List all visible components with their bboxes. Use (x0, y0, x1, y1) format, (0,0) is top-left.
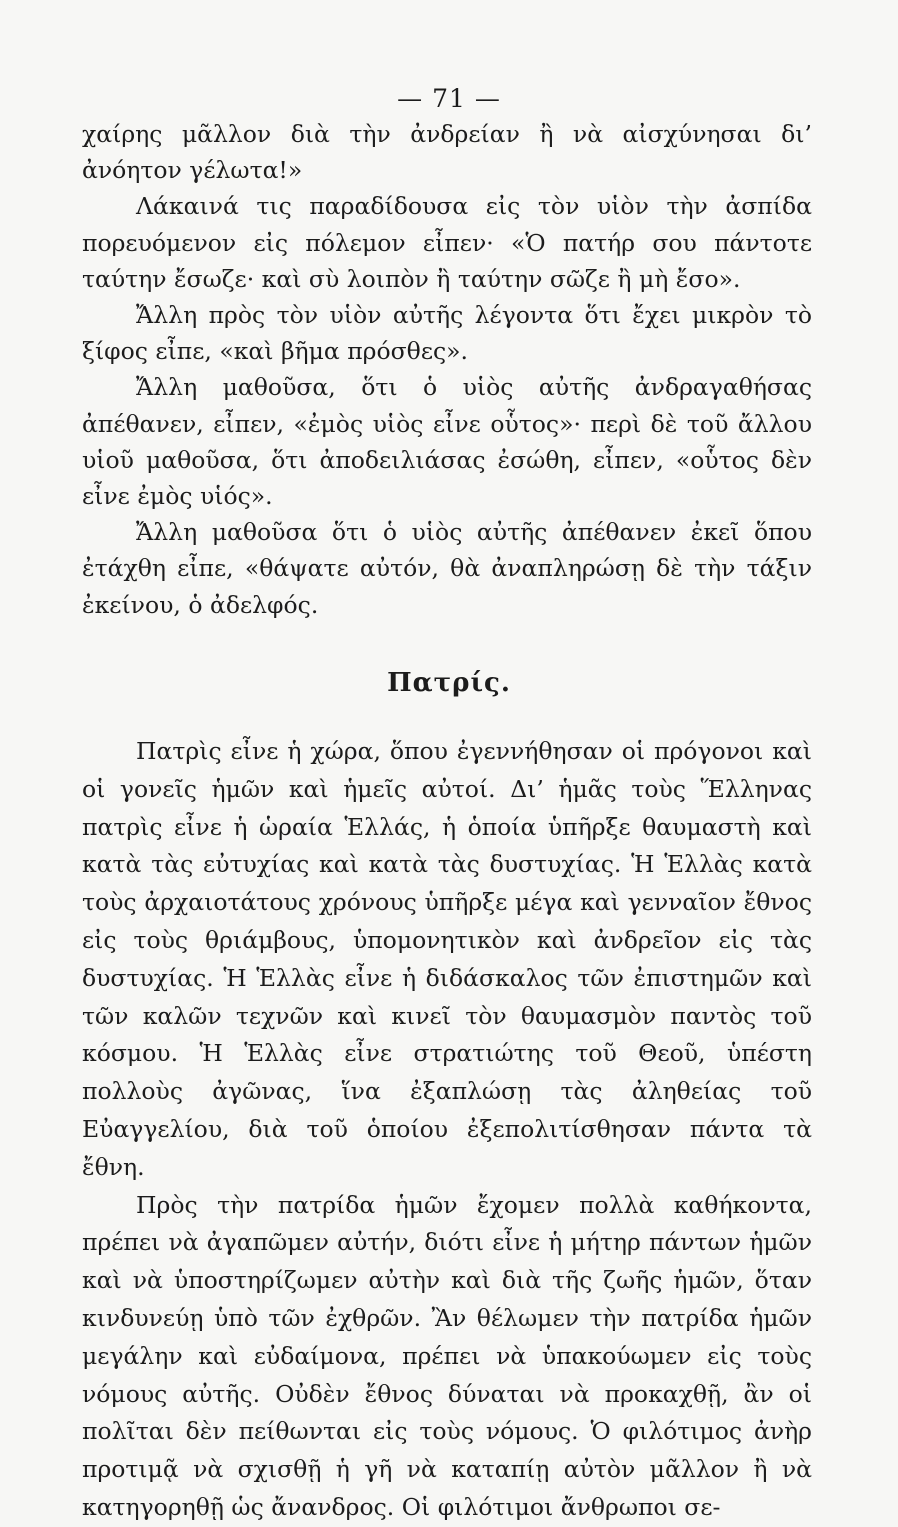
patris-section (82, 733, 812, 1527)
paragraph-continuation: χαίρης μᾶλλον διὰ τὴν ἀνδρείαν ἢ νὰ αἰσχύνησαι δι’ ἀνόητον γέλωτα!» (82, 120, 812, 185)
paragraph-patris-duties: Πρὸς τὴν πατρίδα ἡμῶν ἔχομεν πολλὰ καθήκοντα, πρέπει νὰ ἀγαπῶμεν αὐτήν, διότι εἶνε ἡ μήτηρ πάντων ἡμῶν καὶ νὰ ὑποστηρίζωμεν αὐτὴν καὶ διὰ τῆς ζωῆς ἡμῶν, ὅταν κινδυνεύῃ ὑπὸ τῶν ἐχθρῶν. Ἂν θέλωμεν τὴν πατρίδα ἡμῶν μεγάλην καὶ εὐδαίμονα, πρέπει νὰ ὑπακούωμεν εἰς τοὺς νόμους αὐτῆς. Οὐδὲν ἔθνος δύναται νὰ προκαχθῇ, ἂν οἱ πολῖται δὲν πείθωνται εἰς τοὺς νόμους. Ὁ φιλότιμος ἀνὴρ προτιμᾷ νὰ σχισθῇ ἡ γῆ νὰ καταπίῃ αὐτὸν μᾶλλον ἢ νὰ κατηγορηθῇ ὡς ἄνανδρος. Οἱ φιλότιμοι ἄνθρωποι σε- (82, 1190, 812, 1521)
spartan-mothers-section (82, 116, 812, 623)
paragraph-patris-definition: Πατρὶς εἶνε ἡ χώρα, ὅπου ἐγεννήθησαν οἱ πρόγονοι καὶ οἱ γονεῖς ἡμῶν καὶ ἡμεῖς αὐτοί. Δι’ ἡμᾶς τοὺς Ἕλληνας πατρὶς εἶνε ἡ ὡραία Ἑλλάς, ἡ ὁποία ὑπῆρξε θαυμαστὴ καὶ κατὰ τὰς εὐτυχίας καὶ κατὰ τὰς δυστυχίας. Ἡ Ἑλλὰς κατὰ τοὺς ἀρχαιοτάτους χρόνους ὑπῆρξε μέγα καὶ γενναῖον ἔθνος εἰς τοὺς θριάμβους, ὑπομονητικὸν καὶ ἀνδρεῖον εἰς τὰς δυστυχίας. Ἡ Ἑλλὰς εἶνε ἡ διδάσκαλος τῶν ἐπιστημῶν καὶ τῶν καλῶν τεχνῶν καὶ κινεῖ τὸν θαυμασμὸν παντὸς τοῦ κόσμου. Ἡ Ἑλλὰς εἶνε στρατιώτης τοῦ Θεοῦ, ὑπέστη πολλοὺς ἀγῶνας, ἵνα ἐξαπλώσῃ τὰς ἀληθείας τοῦ Εὐαγγελίου, διὰ τοῦ ὁποίου ἐξεπολιτίσθησαν πάντα τὰ ἔθνη. (82, 737, 812, 1181)
paragraph-sword: Ἄλλη πρὸς τὸν υἱὸν αὐτῆς λέγοντα ὅτι ἔχει μικρὸν τὸ ξίφος εἶπε, «καὶ βῆμα πρόσθες». (82, 301, 812, 366)
paragraph-buried-brother: Ἄλλη μαθοῦσα ὅτι ὁ υἱὸς αὐτῆς ἀπέθανεν ἐκεῖ ὅπου ἐτάχθη εἶπε, «θάψατε αὐτόν, θὰ ἀναπληρώσῃ δὲ τὴν τάξιν ἐκείνου, ὁ ἀδελφός. (82, 518, 812, 619)
page-number: — 71 — (397, 84, 501, 113)
paragraph-lakaina: Λάκαινά τις παραδίδουσα εἰς τὸν υἱὸν τὴν ἀσπίδα πορευόμενον εἰς πόλεμον εἶπεν· «Ὁ πατήρ σου πάντοτε ταύτην ἔσωζε· καὶ σὺ λοιπὸν ἢ ταύτην σῶζε ἢ μὴ ἔσο». (82, 192, 812, 293)
paragraph-son-died: Ἄλλη μαθοῦσα, ὅτι ὁ υἱὸς αὐτῆς ἀνδραγαθήσας ἀπέθανεν, εἶπεν, «ἐμὸς υἱὸς εἶνε οὗτος»· περὶ δὲ τοῦ ἄλλου υἱοῦ μαθοῦσα, ὅτι ἀποδειλιάσας ἐσώθη, εἶπεν, «οὗτος δὲν εἶνε ἐμὸς υἱός». (82, 373, 812, 511)
section-title: Πατρίς. (387, 668, 511, 698)
